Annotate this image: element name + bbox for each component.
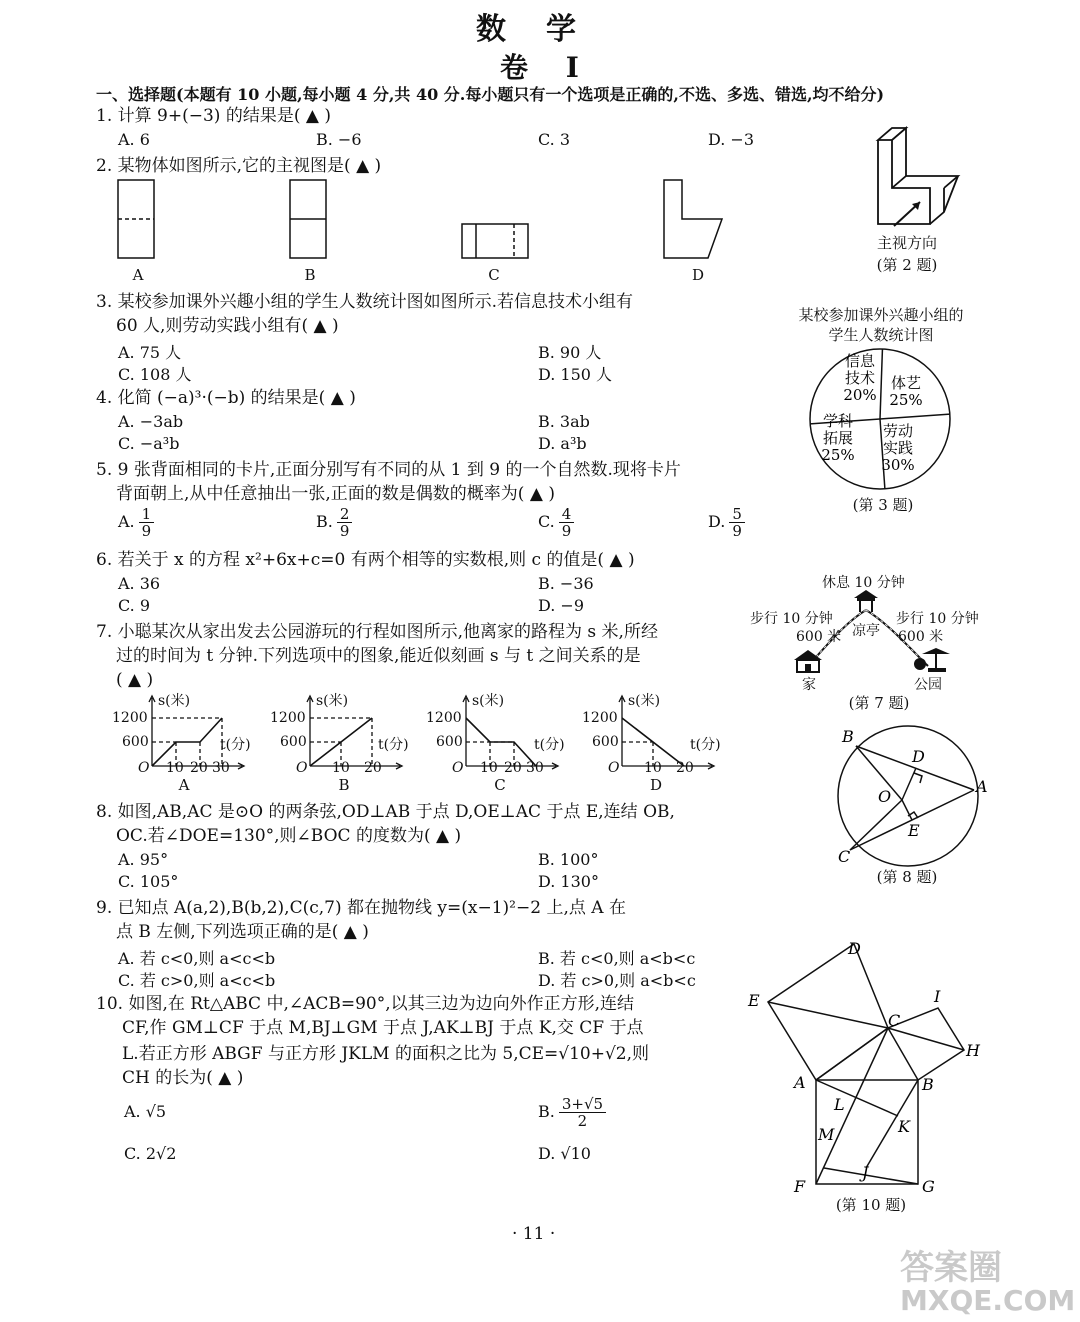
q5-stem-line2: 背面朝上,从中任意抽出一张,正面的数是偶数的概率为( ▲ ): [116, 484, 555, 504]
park-icon: [914, 648, 950, 672]
page-number: · 11 ·: [512, 1224, 556, 1244]
home-icon: [794, 650, 822, 672]
q7-park-label: 公园: [914, 677, 942, 693]
q10-option-c: C. 2√2: [124, 1144, 177, 1163]
q10-option-a: A. √5: [124, 1102, 167, 1121]
q7-label-c: C: [494, 776, 506, 794]
q10-stem-line4: CH 的长为( ▲ ): [122, 1068, 244, 1088]
q7-right-dist: 600 米: [898, 629, 944, 645]
q2-solid-figure: [862, 118, 972, 230]
q8-option-a: A. 95°: [118, 850, 169, 869]
q7-label-d: D: [649, 776, 663, 794]
q4-option-a: A. −3ab: [118, 412, 184, 431]
q5-option-b: B. $\frac{2}{9}$: [316, 506, 352, 539]
svg-text:L: L: [834, 1095, 845, 1114]
q4-option-c: C. −a³b: [118, 434, 180, 453]
q7-stem-line2: 过的时间为 t 分钟.下列选项中的图象,能近似刻画 s 与 t 之间关系的是: [116, 646, 641, 666]
q2-label-c: C: [488, 266, 500, 284]
q1-stem: 1. 计算 9+(−3) 的结果是( ▲ ): [96, 106, 331, 126]
q7-graph-c: s(米) 1200 600 t(分) O 10 20 30: [426, 693, 565, 776]
q8-stem-line1: 8. 如图,AB,AC 是⊙O 的两条弦,OD⊥AB 于点 D,OE⊥AC 于点 E,连结 OB,: [96, 802, 675, 822]
q2-label-a: A: [132, 266, 144, 284]
pie-slice-label: 劳动实践 30%: [881, 422, 915, 474]
svg-text:G: G: [922, 1177, 935, 1196]
pie-chart-title-line1: 某校参加课外兴趣小组的: [798, 306, 964, 324]
svg-text:M: M: [818, 1125, 835, 1144]
q6-option-c: C. 9: [118, 596, 151, 615]
q10-option-b: B. $\frac{3+√5}{2}$: [538, 1096, 606, 1129]
q7-stem-line3: ( ▲ ): [116, 670, 154, 690]
q9-option-d: D. 若 c>0,则 a<b<c: [538, 971, 696, 990]
q4-option-b: B. 3ab: [538, 412, 590, 431]
svg-text:O: O: [878, 787, 892, 806]
q10-stem-line1: 10. 如图,在 Rt△ABC 中,∠ACB=90°,以其三边为边向外作正方形,连结: [96, 994, 635, 1014]
q7-rest-label: 休息 10 分钟: [822, 575, 905, 591]
svg-text:A: A: [976, 777, 988, 796]
q7-label-a: A: [178, 776, 190, 794]
pie-chart-title-line2: 学生人数统计图: [828, 326, 934, 344]
svg-text:B: B: [842, 727, 854, 746]
q1-option-b: B. −6: [316, 130, 362, 149]
svg-text:B: B: [922, 1075, 934, 1094]
q6-option-d: D. −9: [538, 596, 585, 615]
q2-caption: (第 2 题): [876, 256, 938, 274]
q10-stem-line3: L.若正方形 ABGF 与正方形 JKLM 的面积之比为 5,CE=√10+√2,则: [122, 1044, 650, 1064]
svg-text:I: I: [934, 987, 941, 1006]
svg-text:J: J: [862, 1163, 869, 1182]
pie-slice-label: 学科拓展 25%: [821, 412, 855, 464]
pie-divider: [880, 414, 950, 419]
watermark-logo: 答案圈: [900, 1248, 1002, 1288]
q7-graph-d: s(米) 1200 600 t(分) O 10 20: [582, 693, 721, 776]
svg-text:E: E: [748, 991, 760, 1010]
svg-text:H: H: [966, 1041, 980, 1060]
q4-option-d: D. a³b: [538, 434, 587, 453]
q1-option-d: D. −3: [708, 130, 755, 149]
q8-option-b: B. 100°: [538, 850, 599, 869]
pie-divider: [880, 349, 882, 419]
q7-label-b: B: [338, 776, 350, 794]
q9-option-a: A. 若 c<0,则 a<c<b: [118, 949, 276, 968]
q10-squares-figure: [744, 938, 994, 1198]
q7-home-label: 家: [802, 677, 816, 693]
svg-text:D: D: [912, 747, 925, 766]
q3-stem-line1: 3. 某校参加课外兴趣小组的学生人数统计图如图所示.若信息技术小组有: [96, 292, 634, 312]
q9-option-b: B. 若 c<0,则 a<b<c: [538, 949, 696, 968]
watermark-url: MXQE.COM: [900, 1284, 1076, 1317]
q10-caption: (第 10 题): [835, 1196, 907, 1214]
q6-stem: 6. 若关于 x 的方程 x²+6x+c=0 有两个相等的实数根,则 c 的值是( ▲ ): [96, 550, 635, 570]
q3-option-b: B. 90 人: [538, 343, 602, 362]
q6-option-a: A. 36: [118, 574, 161, 593]
svg-text:F: F: [794, 1177, 806, 1196]
pavilion-icon: [854, 590, 878, 612]
svg-text:K: K: [898, 1117, 910, 1136]
page-title: 数学: [476, 12, 616, 47]
q7-graph-b: s(米) 1200 600 t(分) O 10 20: [270, 693, 409, 776]
q8-circle-figure: [826, 720, 996, 870]
pie-slice-label: 体艺 25%: [889, 374, 923, 409]
svg-text:C: C: [888, 1011, 901, 1030]
q2-label-b: B: [304, 266, 316, 284]
q9-option-c: C. 若 c>0,则 a<c<b: [118, 971, 276, 990]
q7-pavilion-label: 凉亭: [852, 623, 880, 639]
q3-option-d: D. 150 人: [538, 365, 613, 384]
q8-caption: (第 8 题): [876, 868, 938, 886]
q5-stem-line1: 5. 9 张背面相同的卡片,正面分别写有不同的从 1 到 9 的一个自然数.现将卡片: [96, 460, 681, 480]
q4-stem: 4. 化简 (−a)³·(−b) 的结果是( ▲ ): [96, 388, 356, 408]
q5-option-d: D. $\frac{5}{9}$: [708, 506, 745, 539]
q1-option-a: A. 6: [118, 130, 150, 149]
svg-text:A: A: [794, 1073, 806, 1092]
q3-caption: (第 3 题): [852, 496, 914, 514]
q5-option-c: C. $\frac{4}{9}$: [538, 506, 574, 539]
q2-figure-note: 主视方向: [876, 234, 937, 252]
q7-right-walk: 步行 10 分钟: [896, 611, 979, 627]
q7-stem-line1: 7. 小聪某次从家出发去公园游玩的行程如图所示,他离家的路程为 s 米,所经: [96, 622, 658, 642]
pie-chart: [800, 344, 960, 494]
q2-view-d: [664, 180, 722, 258]
svg-text:E: E: [908, 821, 920, 840]
q2-view-c: [462, 224, 528, 258]
q8-option-c: C. 105°: [118, 872, 179, 891]
q7-graph-a: s(米) 1200 600 t(分) O 10 20 30: [112, 693, 251, 776]
q2-label-d: D: [691, 266, 705, 284]
q1-option-c: C. 3: [538, 130, 571, 149]
q2-options-figure: [100, 172, 740, 268]
q8-stem-line2: OC.若∠DOE=130°,则∠BOC 的度数为( ▲ ): [116, 826, 462, 846]
q3-option-a: A. 75 人: [118, 343, 182, 362]
q8-option-d: D. 130°: [538, 872, 599, 891]
pie-slice-label: 信息技术 20%: [843, 352, 877, 404]
q10-option-d: D. √10: [538, 1144, 591, 1163]
svg-text:D: D: [848, 939, 861, 958]
page-subtitle: 卷 I: [500, 51, 593, 84]
section-heading: 一、选择题(本题有 10 小题,每小题 4 分,共 40 分.每小题只有一个选项是正确的,不选、多选、错选,均不给分): [96, 85, 885, 104]
q6-option-b: B. −36: [538, 574, 594, 593]
q9-stem-line2: 点 B 左侧,下列选项正确的是( ▲ ): [116, 922, 369, 942]
q5-option-a: A. $\frac{1}{9}$: [118, 506, 154, 539]
q2-stem: 2. 某物体如图所示,它的主视图是( ▲ ): [96, 156, 382, 176]
q9-stem-line1: 9. 已知点 A(a,2),B(b,2),C(c,7) 都在抛物线 y=(x−1)²−2 上,点 A 在: [96, 898, 626, 918]
q7-caption: (第 7 题): [848, 694, 910, 712]
q7-left-dist: 600 米: [796, 629, 842, 645]
q3-option-c: C. 108 人: [118, 365, 192, 384]
q10-stem-line2: CF,作 GM⊥CF 于点 M,BJ⊥GM 于点 J,AK⊥BJ 于点 K,交 CF 于点: [122, 1018, 644, 1038]
svg-text:C: C: [838, 847, 851, 866]
q7-left-walk: 步行 10 分钟: [750, 611, 833, 627]
q3-stem-line2: 60 人,则劳动实践小组有( ▲ ): [116, 316, 339, 336]
